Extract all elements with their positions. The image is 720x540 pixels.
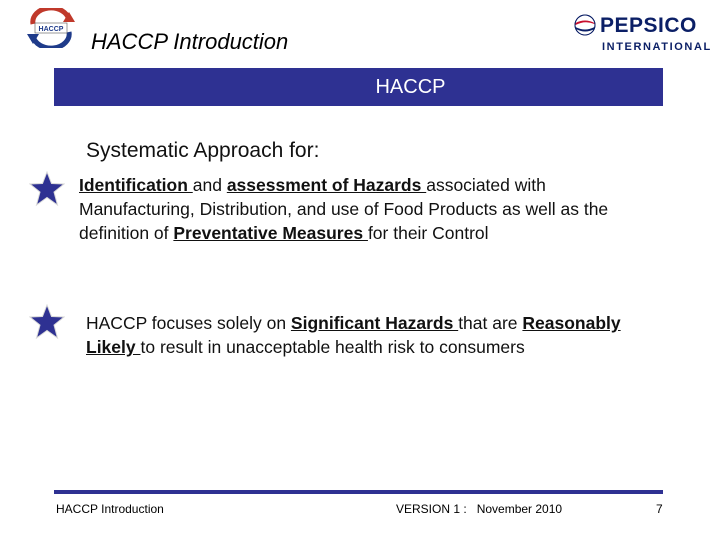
footer-version: VERSION 1 : November 2010 [396, 502, 563, 516]
term-significant-hazards: Significant Hazards [290, 313, 459, 333]
page-number: 7 [656, 502, 663, 516]
bullet-text-1: Identification and assessment of Hazards associated with Manufacturing, Distribution, and use of Food Products as well as the definition of Preventative Measures for their Control [79, 175, 609, 243]
pepsi-globe-icon [574, 14, 596, 36]
star-bullet-icon [29, 171, 65, 207]
subheading: Systematic Approach for: [86, 139, 320, 162]
title-banner [54, 68, 663, 106]
term-preventative-measures: Preventative Measures [173, 223, 368, 243]
footer-divider [54, 490, 663, 494]
haccp-logo-text: HACCP [38, 26, 64, 33]
header-title: HACCP Introduction [91, 29, 289, 54]
term-reasonably-likely: Reasonably Likely [86, 313, 621, 357]
pepsico-wordmark: PEPSICO [600, 14, 697, 37]
bullet-text-2: HACCP focuses solely on Significant Hazards that are Reasonably Likely to result in unacceptable health risk to consumers [86, 313, 621, 357]
international-wordmark: INTERNATIONAL [602, 41, 712, 53]
footer-title: HACCP Introduction [56, 502, 164, 516]
term-identification: Identification [79, 175, 193, 195]
term-assessment-of-hazards: assessment of Hazards [226, 175, 427, 195]
banner-title: HACCP [375, 75, 446, 98]
star-bullet-icon [29, 304, 65, 340]
haccp-logo [25, 8, 77, 48]
pepsico-logo [574, 10, 712, 60]
